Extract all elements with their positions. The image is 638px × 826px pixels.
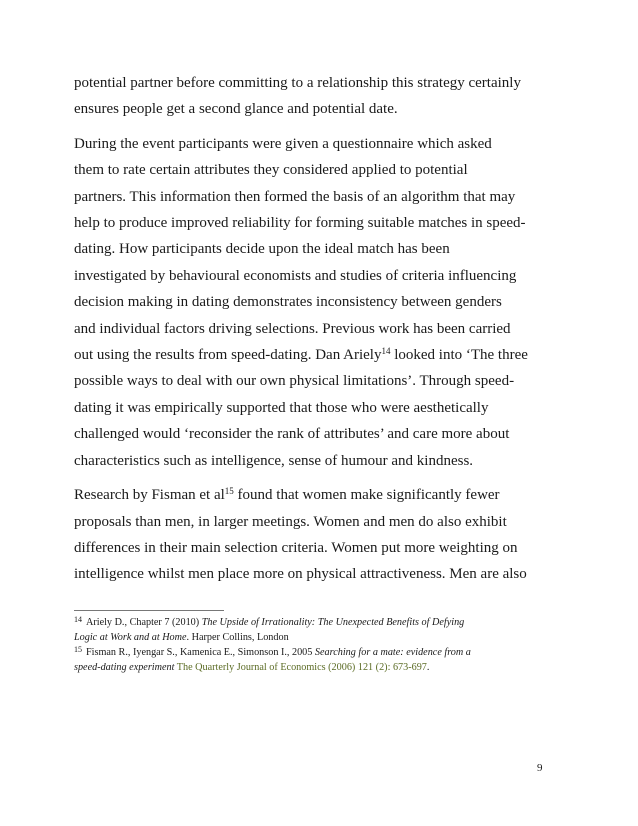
footnote-title: Searching for a mate: evidence from a — [314, 647, 471, 659]
text-line: possible ways to deal with our own physical limitations’. Through speed- — [74, 373, 515, 390]
text-segment: found that women make significantly fewer — [233, 487, 500, 504]
text-line: differences in their main selection criteria. Women put more weighting on — [74, 539, 518, 556]
text-line: decision making in dating demonstrates inconsistency between genders — [74, 294, 502, 311]
text-line: intelligence whilst men place more on physical attractiveness. Men are also — [74, 566, 527, 583]
body-text — [74, 70, 554, 596]
footnote-line — [74, 616, 554, 631]
footnote-line — [74, 661, 554, 676]
footnote-14 — [74, 616, 554, 645]
footnote-title: speed-dating experiment — [74, 662, 175, 674]
text-segment: Research by Fisman et al — [74, 487, 225, 504]
paragraph-2 — [74, 131, 554, 474]
text-line: challenged would ‘reconsider the rank of attributes’ and care more about — [74, 426, 510, 443]
footnote-author: Ariely D., Chapter 7 (2010) — [86, 617, 202, 628]
footnote-divider — [74, 610, 224, 611]
footnote-15 — [74, 646, 554, 675]
text-line: During the event participants were given a questionnaire which asked — [74, 135, 492, 152]
footnote-title: The Upside of Irrationality: The Unexpected Benefits of Defying — [201, 617, 465, 628]
text-line: dating it was empirically supported that those who were aesthetically — [74, 399, 489, 416]
text-line: ensures people get a second glance and potential date. — [74, 101, 398, 118]
text-line — [74, 482, 554, 508]
text-line: proposals than men, in larger meetings. Women and men do also exhibit — [74, 513, 507, 530]
footnote-author: Fisman R., Iyengar S., Kamenica E., Simonson I., 2005 — [86, 647, 315, 659]
text-segment: out using the results from speed-dating. Dan Ariely — [74, 347, 382, 364]
paragraph-3 — [74, 482, 554, 588]
footnote-reference-15[interactable]: 15 — [224, 486, 234, 497]
text-line — [74, 342, 554, 368]
text-line: investigated by behavioural economists and studies of criteria influencing — [74, 267, 517, 284]
footnote-publisher: . Harper Collins, London — [186, 631, 289, 643]
footnote-title: Logic at Work and at Home — [74, 631, 187, 643]
footnote-journal-link[interactable]: The Quarterly Journal of Economics (2006) 121 (2): 673-697 — [174, 662, 427, 674]
text-line: help to produce improved reliability for forming suitable matches in speed- — [74, 215, 526, 232]
text-line: characteristics such as intelligence, sense of humour and kindness. — [74, 452, 474, 469]
footnote-number: 14 — [74, 615, 82, 624]
footnote-end: . — [426, 662, 430, 674]
footnotes — [74, 616, 554, 677]
text-line: partners. This information then formed the basis of an algorithm that may — [74, 188, 516, 205]
text-line: potential partner before committing to a relationship this strategy certainly — [74, 75, 521, 91]
footnote-line — [74, 631, 554, 646]
paragraph-1 — [74, 70, 554, 123]
text-segment: looked into ‘The three — [390, 347, 528, 364]
text-line: them to rate certain attributes they considered applied to potential — [74, 162, 468, 179]
footnote-line — [74, 646, 554, 661]
footnote-reference-14[interactable]: 14 — [381, 346, 391, 357]
page-number: 9 — [537, 762, 543, 774]
text-line: and individual factors driving selections. Previous work has been carried — [74, 320, 511, 337]
text-line: dating. How participants decide upon the ideal match has been — [74, 241, 450, 258]
footnote-number: 15 — [74, 645, 82, 655]
